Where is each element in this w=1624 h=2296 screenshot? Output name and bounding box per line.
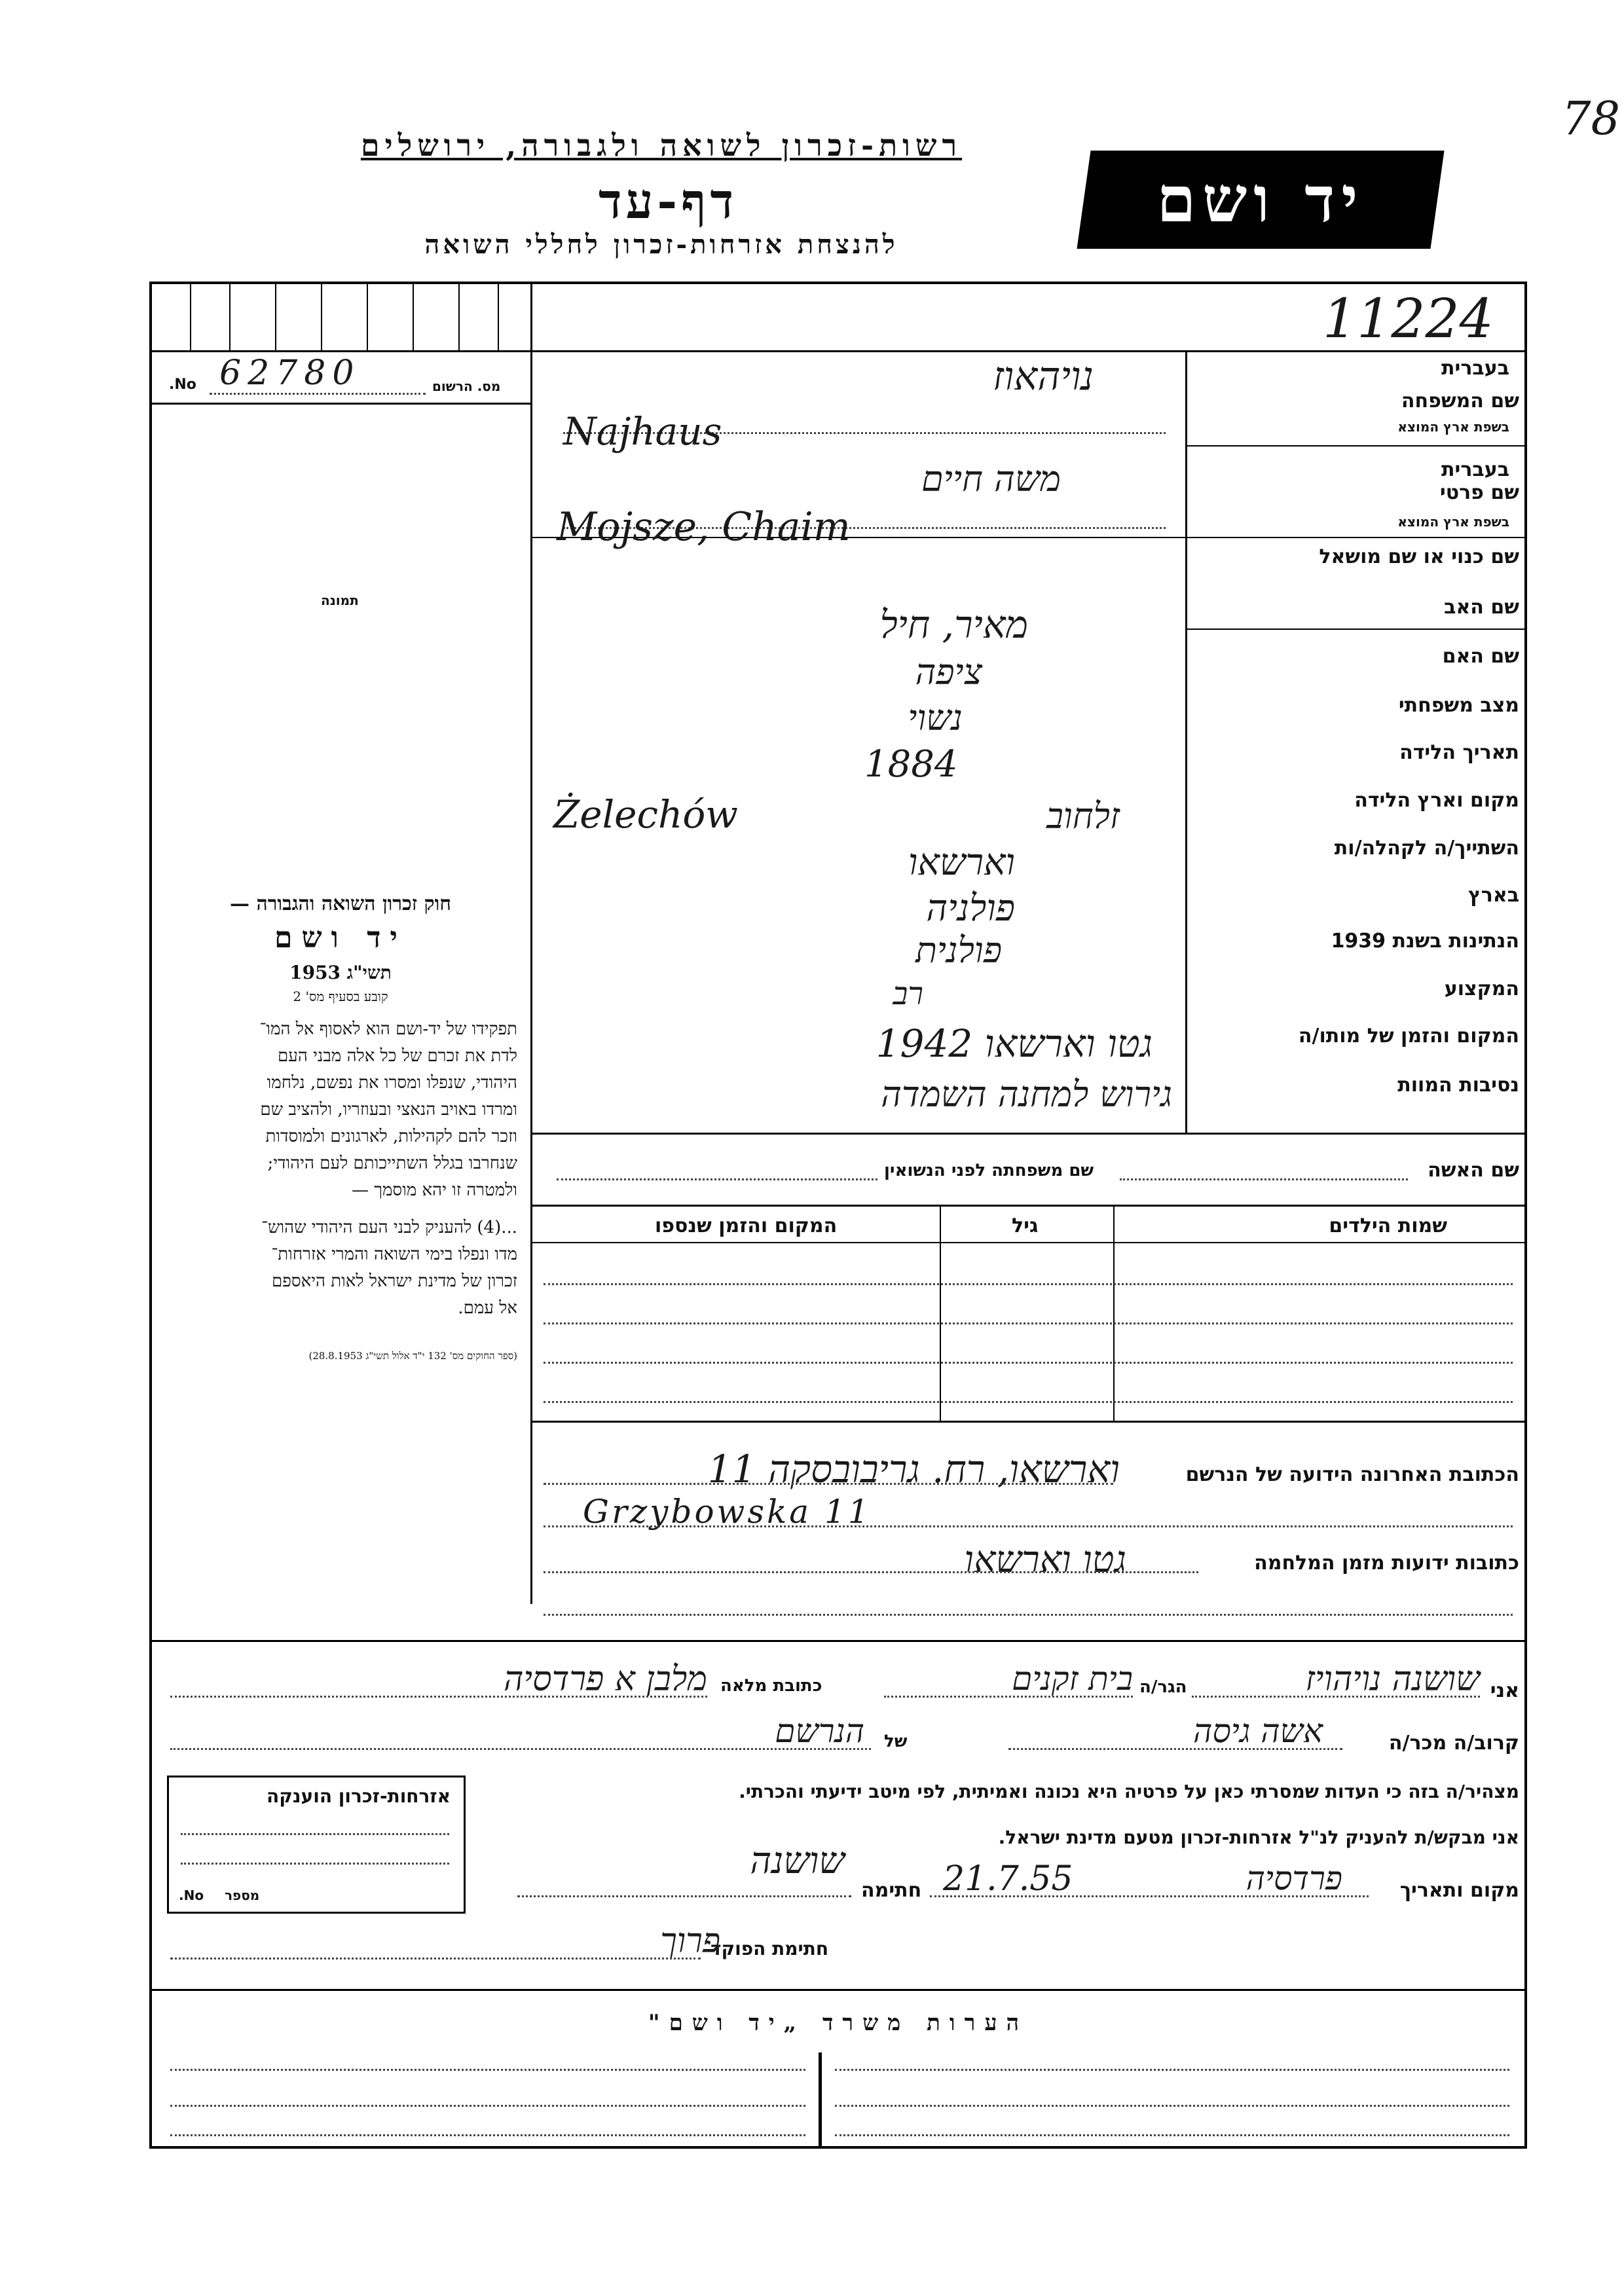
value-last-address-line1: וארשאו, רח. גריבובסקה 11: [707, 1447, 1120, 1491]
label-mother: שם האם: [1442, 645, 1519, 668]
citizenship-no-label: No.: [179, 1887, 204, 1903]
citizenship-granted-title: אזרחות-זכרון הוענקה: [267, 1785, 451, 1807]
value-war-address: גטו וארשאו: [964, 1539, 1126, 1581]
label-birth-date: תאריך הלידה: [1399, 741, 1519, 764]
law-paragraph-2-line: ...(4) להעניק לבני העם היהודי שהוש־: [261, 1218, 517, 1237]
citizenship-granted-box: [167, 1776, 466, 1914]
label-signature: חתימה: [861, 1879, 922, 1902]
label-nickname: שם כנוי או שם מושאל: [1319, 545, 1519, 568]
statement-2: אני מבקש/ת להעניק לנ"ל אזרחות-זכרון מטעם מדינת ישראל.: [998, 1827, 1519, 1848]
registration-label: מס. הרשום: [432, 378, 501, 394]
label-place-date: מקום ותאריך: [1399, 1879, 1519, 1902]
value-first-hebrew: משה חיים: [921, 458, 1061, 500]
value-place: פרדסיה: [1246, 1859, 1342, 1897]
value-father: מאיר, חיל: [879, 602, 1028, 647]
law-name: יד ושם: [274, 921, 407, 955]
label-hebrew-first: בעברית: [1441, 458, 1509, 481]
label-death-place: המקום והזמן של מותו/ה: [1298, 1025, 1519, 1048]
law-paragraph-1-line: ומרדו באויב הנאצי ובעוזריו, ולהציב שם: [260, 1100, 517, 1120]
label-official-signature: חתימת הפוקד: [710, 1938, 829, 1959]
photo-label: תמונה: [321, 592, 359, 608]
label-wife: שם האשה: [1428, 1159, 1519, 1182]
header-age: גיל: [1012, 1214, 1039, 1237]
value-of: הנרשם: [775, 1712, 864, 1750]
no-label: No.: [169, 376, 196, 393]
record-number: 11224: [1323, 288, 1494, 350]
law-paragraph-1-line: תפקידו של יד-ושם הוא לאסוף אל המו־: [259, 1019, 517, 1039]
label-profession: המקצוע: [1444, 977, 1519, 1000]
law-paragraph-2-line: אל עמם.: [458, 1298, 517, 1318]
label-war-addresses: כתובות ידועות מזמן המלחמה: [1254, 1552, 1519, 1575]
label-marital: מצב משפחתי: [1398, 694, 1519, 717]
header-children-names: שמות הילדים: [1329, 1214, 1447, 1237]
label-community: השתייך/ה לקהלה/ות: [1334, 837, 1519, 860]
law-heading: חוק זכרון השואה והגבורה —: [230, 892, 451, 915]
label-i: אני: [1490, 1679, 1519, 1702]
value-date: 21.7.55: [943, 1859, 1073, 1899]
label-origin-first: בשפת ארץ המוצא: [1397, 514, 1509, 530]
form-subtitle: להנצחת אזרחות-זכרון לחללי השואה: [424, 229, 898, 260]
value-birth-date: 1884: [864, 743, 958, 786]
value-relation: אשה גיסה: [1193, 1712, 1323, 1750]
yad-vashem-logo: [1077, 151, 1444, 249]
value-signature: שושנה: [750, 1840, 845, 1882]
value-country: פולניה: [926, 887, 1015, 930]
law-paragraph-1-line: שנחרבו בגלל השתייכותם לעם היהודי;: [267, 1154, 517, 1173]
label-death-circ: נסיבות המוות: [1397, 1074, 1519, 1097]
law-text-block: [164, 890, 517, 1364]
header-place-time-died: המקום והזמן שנספו: [655, 1214, 838, 1237]
law-paragraph-1-line: ולמטרה זו יהא מוסמך —: [351, 1180, 517, 1200]
law-paragraph-1-line: היהודי, שנפלו ומסרו את נפשם, נלחמו: [267, 1073, 517, 1093]
label-maiden-name: שם משפחתה לפני הנשואין: [884, 1161, 1094, 1180]
label-resides: הגר/ה: [1139, 1677, 1187, 1697]
law-paragraph-2-line: מדו ונפלו בימי השואה והמרי אזרחות־: [271, 1245, 517, 1264]
label-origin-surname: בשפת ארץ המוצא: [1397, 419, 1509, 435]
label-hebrew-surname: בעברית: [1441, 357, 1509, 380]
authority-name: רשות-זכרון לשואה ולגבורה, ירושלים: [360, 128, 963, 163]
label-of: של: [884, 1732, 908, 1751]
value-official-signature: פרוך: [660, 1922, 720, 1961]
value-community: וארשאו: [908, 841, 1015, 884]
logo-text: יד ושם: [1156, 162, 1365, 236]
citizenship-number-label: מספר: [225, 1887, 260, 1903]
label-full-address: כתובת מלאה: [720, 1676, 822, 1696]
value-birth-place-hebrew: זלחוב: [1046, 795, 1120, 837]
statement-1: מצהיר/ה בזה כי העדות שמסרתי כאן על פרטיה היא נכונה ואמיתית, לפי מיטב ידיעתי והכרתי.: [739, 1781, 1519, 1802]
label-citizenship: הנתינות בשנת 1939: [1331, 930, 1519, 953]
law-paragraph-1-line: וזכר להם לקהילות, לארגונים ולמוסדות: [265, 1127, 517, 1146]
law-paragraph-1-line: לדת את זכרם של כל אלה מבני העם: [277, 1046, 517, 1066]
value-mother: ציפה: [915, 651, 982, 693]
label-father: שם האב: [1444, 596, 1519, 619]
value-resides: בית זקנים: [1012, 1660, 1133, 1698]
value-surname-hebrew: נויהאוז: [993, 354, 1094, 399]
label-first-name: שם פרטי: [1439, 481, 1519, 504]
value-marital: נשוי: [908, 697, 963, 738]
value-birth-place-original: Żelechów: [553, 792, 738, 837]
value-first-original: Mojsze, Chaim: [557, 504, 851, 550]
law-citation: (ספר החוקים מס' 132 י"ד אלול תשי"ג 28.8.1953): [308, 1350, 517, 1362]
value-death-circumstances: גירוש למחנה השמדה: [881, 1074, 1172, 1115]
value-profession: רב: [893, 975, 923, 1012]
law-paragraph-2-line: זכרון של מדינת ישראל לאות היאספם: [272, 1271, 517, 1291]
value-last-address-line2: Grzybowska 11: [583, 1493, 872, 1531]
law-year: תשי"ג 1953: [289, 962, 392, 983]
registration-value: 62780: [219, 354, 361, 393]
page-number: 78: [1562, 92, 1621, 145]
remarks-heading: הערות משרד „יד ושם": [648, 2010, 1029, 2036]
label-last-address: הכתובת האחרונה הידועה של הנרשם: [1185, 1463, 1519, 1486]
value-surname-original: Najhaus: [563, 409, 722, 454]
label-country: בארץ: [1467, 884, 1519, 907]
value-death-place: גטו וארשאו 1942: [876, 1021, 1153, 1066]
label-birth-place: מקום וארץ הלידה: [1354, 789, 1519, 812]
value-full-address: מלבן א פרדסיה: [503, 1660, 707, 1699]
label-relation: קרוב/ה מכר/ה: [1388, 1732, 1519, 1755]
form-title: דף-עד: [598, 173, 738, 230]
value-citizenship: פולנית: [915, 930, 1002, 971]
label-surname: שם המשפחה: [1401, 390, 1519, 412]
value-declarant-name: שושנה נויהויז: [1305, 1660, 1480, 1699]
law-clause: קובע בסעיף מס' 2: [293, 989, 388, 1004]
